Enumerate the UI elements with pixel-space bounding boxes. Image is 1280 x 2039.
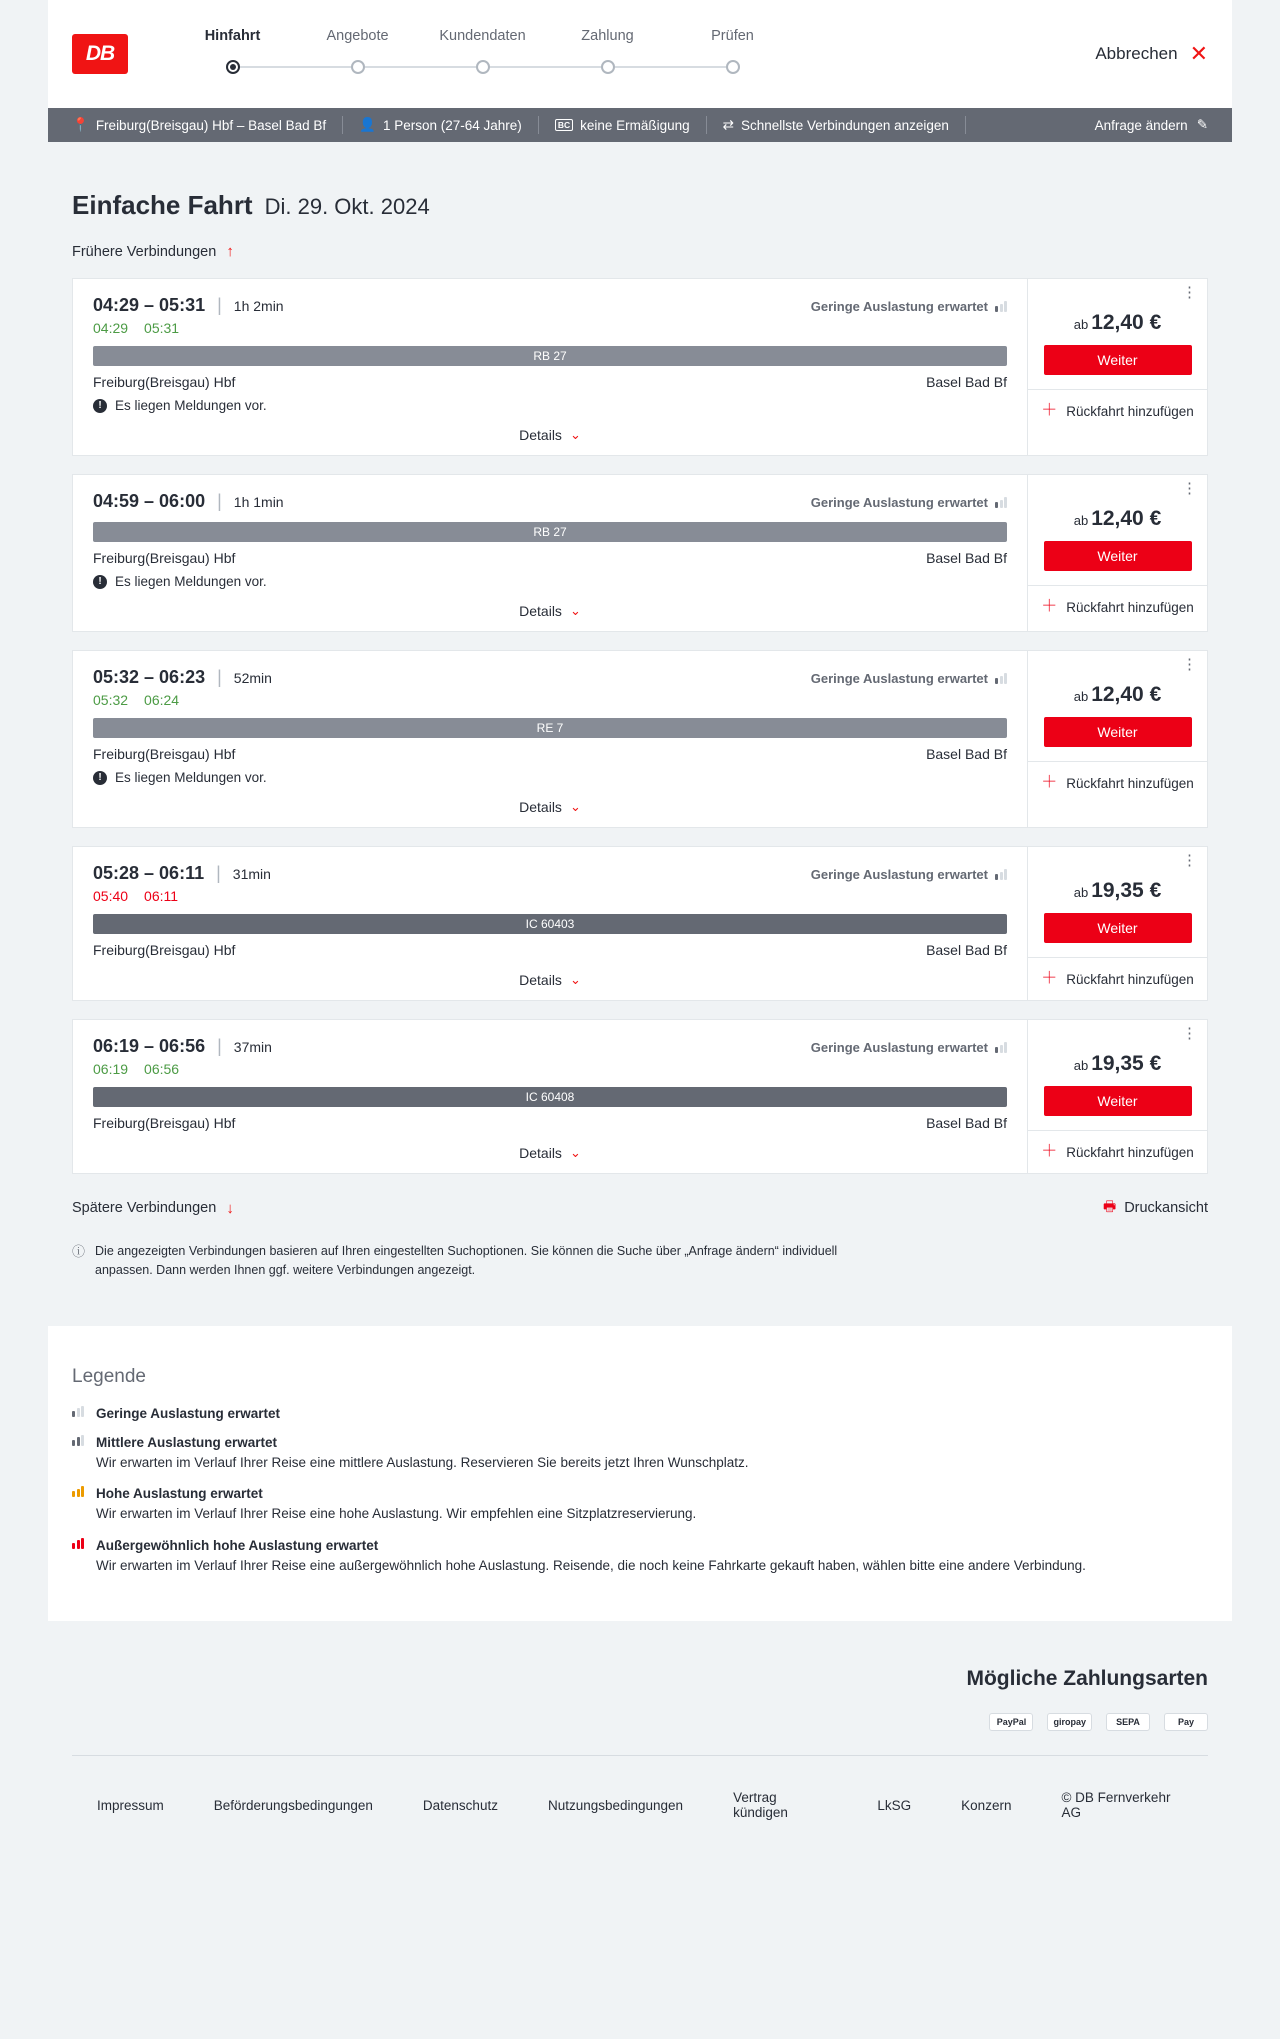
step-indicator xyxy=(545,56,670,80)
time-range: 04:29 – 05:31 xyxy=(93,295,206,315)
train-bar[interactable] xyxy=(93,1087,1007,1107)
actual-arrival: 05:31 xyxy=(144,320,180,336)
step-circle-icon xyxy=(351,60,365,74)
later-row xyxy=(72,1174,1208,1220)
time-separator: | xyxy=(217,491,222,511)
actual-arrival: 06:11 xyxy=(144,888,179,904)
connection-main xyxy=(73,651,1027,827)
origin-station: Freiburg(Breisgau) Hbf xyxy=(93,942,236,958)
connection-card[interactable] xyxy=(72,278,1208,456)
connection-side xyxy=(1027,279,1207,455)
step-indicator xyxy=(670,56,795,80)
plus-icon: ＋ xyxy=(1041,402,1058,419)
footer-links xyxy=(72,1755,1208,1880)
chevron-down-icon: ⌄ xyxy=(569,972,581,987)
origin-station: Freiburg(Breisgau) Hbf xyxy=(93,1115,236,1131)
legend-description: Wir erwarten im Verlauf Ihrer Reise eine mittlere Auslastung. Reservieren Sie bereits jetzt Ihren Wunschplatz. xyxy=(96,1454,749,1470)
results-content xyxy=(48,142,1232,1326)
plus-icon: ＋ xyxy=(1041,774,1058,791)
footer-link-lksg[interactable]: LkSG xyxy=(877,1797,912,1813)
price-prefix: ab xyxy=(1073,513,1089,528)
connection-times xyxy=(93,1036,1007,1057)
change-request-label: Anfrage ändern xyxy=(1094,117,1188,133)
plus-icon: ＋ xyxy=(1041,598,1058,615)
occupancy-icon xyxy=(995,1042,1007,1053)
summary-discount xyxy=(539,116,707,134)
origin-station: Freiburg(Breisgau) Hbf xyxy=(93,374,236,390)
stations xyxy=(93,550,1007,566)
continue-button[interactable]: Weiter xyxy=(1044,913,1192,943)
chevron-down-icon: ⌄ xyxy=(569,603,581,618)
legend-description: Wir erwarten im Verlauf Ihrer Reise eine hohe Auslastung. Wir empfehlen eine Sitzplatzreservierung. xyxy=(96,1506,697,1522)
chevron-down-icon: ⌄ xyxy=(569,799,581,814)
duration: 31min xyxy=(232,866,271,882)
details-toggle[interactable] xyxy=(93,589,1007,631)
continue-button[interactable]: Weiter xyxy=(1044,345,1192,375)
time-range: 05:28 – 06:11 xyxy=(93,863,205,883)
occupancy xyxy=(811,671,1007,686)
cancel-label: Abbrechen xyxy=(1095,44,1178,63)
details-label: Details xyxy=(519,427,562,443)
add-return-trip-label: Rückfahrt hinzufügen xyxy=(1066,599,1194,615)
step-circle-icon xyxy=(726,60,740,74)
stations xyxy=(93,746,1007,762)
train-label: RB 27 xyxy=(533,349,567,363)
train-bar[interactable] xyxy=(93,914,1007,934)
connection-main xyxy=(73,847,1027,1000)
footer-link-konzern[interactable]: Konzern xyxy=(961,1797,1012,1813)
actual-departure: 05:40 xyxy=(93,888,129,904)
actual-arrival: 06:56 xyxy=(144,1061,180,1077)
train-bar[interactable] xyxy=(93,522,1007,542)
more-options-icon[interactable]: ⋮ xyxy=(1182,656,1197,673)
occupancy xyxy=(811,299,1007,314)
duration: 1h 2min xyxy=(233,298,284,314)
destination-station: Basel Bad Bf xyxy=(926,374,1007,390)
occupancy-label: Geringe Auslastung erwartet xyxy=(810,1040,988,1055)
connection-card[interactable] xyxy=(72,650,1208,828)
actual-times xyxy=(93,888,1007,904)
add-return-trip-label: Rückfahrt hinzufügen xyxy=(1066,403,1194,419)
occupancy-icon xyxy=(72,1486,84,1497)
legend-item xyxy=(72,1486,1208,1524)
step-label: Angebote xyxy=(326,28,389,44)
continue-button[interactable]: Weiter xyxy=(1044,541,1192,571)
footer-link-impressum[interactable]: Impressum xyxy=(97,1797,164,1813)
connection-message[interactable] xyxy=(93,574,1007,589)
time-range: 05:32 – 06:23 xyxy=(93,667,206,687)
occupancy xyxy=(811,867,1007,882)
step-label: Zahlung xyxy=(581,28,634,44)
chevron-down-icon: ⌄ xyxy=(569,1145,581,1160)
price: ab 19,35 € xyxy=(1073,1052,1162,1075)
price: ab 12,40 € xyxy=(1073,683,1162,706)
stations xyxy=(93,942,1007,958)
page-footer xyxy=(48,1621,1232,1880)
connection-times xyxy=(93,863,1007,884)
step-angebote[interactable] xyxy=(295,28,420,80)
bahncard-icon: BC xyxy=(555,119,573,132)
summary-fastest-label: Schnellste Verbindungen anzeigen xyxy=(740,117,949,133)
search-info-note xyxy=(72,1220,862,1326)
connection-times xyxy=(93,667,1007,688)
pin-icon: 📍 xyxy=(72,117,89,132)
arrow-up-icon: ↑ xyxy=(226,243,234,260)
price-prefix: ab xyxy=(1073,1058,1089,1073)
search-info-text: Die angezeigten Verbindungen basieren auf Ihren eingestellten Suchoptionen. Sie können die Suche über „Anfrage ändern“ individuell anpassen. Dann werden Ihnen ggf. weitere Verbindungen angezeigt. xyxy=(95,1244,838,1277)
payment-sepa-icon: SEPA xyxy=(1106,1713,1150,1731)
page-title xyxy=(72,142,1208,221)
payment-paypal-icon: PayPal xyxy=(989,1713,1033,1731)
add-return-trip-label: Rückfahrt hinzufügen xyxy=(1066,971,1194,987)
legend-heading: Außergewöhnlich hohe Auslastung erwartet xyxy=(96,1537,379,1553)
price: ab 12,40 € xyxy=(1073,507,1162,530)
destination-station: Basel Bad Bf xyxy=(926,942,1007,958)
shuffle-icon: ⇄ xyxy=(722,117,734,132)
duration: 1h 1min xyxy=(233,494,284,510)
occupancy-label: Geringe Auslastung erwartet xyxy=(810,495,988,510)
origin-station: Freiburg(Breisgau) Hbf xyxy=(93,550,236,566)
destination-station: Basel Bad Bf xyxy=(926,1115,1007,1131)
occupancy-icon xyxy=(72,1406,84,1417)
add-return-trip-button[interactable] xyxy=(1028,1130,1207,1172)
footer-link-vertrag-kündigen[interactable]: Vertrag kündigen xyxy=(733,1790,788,1821)
summary-passengers-label: 1 Person (27-64 Jahre) xyxy=(382,117,522,133)
app-header xyxy=(48,0,1232,108)
legend-heading: Mittlere Auslastung erwartet xyxy=(96,1434,278,1450)
legend-heading: Geringe Auslastung erwartet xyxy=(96,1405,281,1421)
more-options-icon[interactable]: ⋮ xyxy=(1182,480,1197,497)
time-separator: | xyxy=(217,295,222,315)
actual-departure: 06:19 xyxy=(93,1061,129,1077)
legend-text xyxy=(96,1435,749,1473)
footer-link-datenschutz[interactable]: Datenschutz xyxy=(422,1797,498,1813)
occupancy-label: Geringe Auslastung erwartet xyxy=(810,299,988,314)
price: ab 19,35 € xyxy=(1073,879,1162,902)
legend-item xyxy=(72,1406,1208,1421)
step-connector xyxy=(483,66,608,68)
actual-arrival: 06:24 xyxy=(144,692,180,708)
destination-station: Basel Bad Bf xyxy=(926,550,1007,566)
duration: 52min xyxy=(233,670,272,686)
legend-text xyxy=(96,1486,696,1524)
connection-side xyxy=(1027,847,1207,1000)
train-label: RE 7 xyxy=(536,721,564,735)
legend-text xyxy=(96,1538,1086,1576)
price-prefix: ab xyxy=(1073,885,1089,900)
step-zahlung[interactable] xyxy=(545,28,670,80)
details-toggle[interactable] xyxy=(93,413,1007,455)
add-return-trip-button[interactable] xyxy=(1028,761,1207,803)
earlier-connections-button[interactable] xyxy=(72,243,1208,260)
page-title-date: Di. 29. Okt. 2024 xyxy=(264,194,430,219)
earlier-connections-label: Frühere Verbindungen xyxy=(72,243,217,260)
connection-main xyxy=(73,475,1027,631)
stations xyxy=(93,1115,1007,1131)
connection-card[interactable] xyxy=(72,474,1208,632)
more-options-icon[interactable]: ⋮ xyxy=(1182,1025,1197,1042)
origin-station: Freiburg(Breisgau) Hbf xyxy=(93,746,236,762)
step-indicator xyxy=(295,56,420,80)
connection-main xyxy=(73,1020,1027,1173)
details-toggle[interactable] xyxy=(93,958,1007,1000)
add-return-trip-button[interactable] xyxy=(1028,389,1207,431)
step-label: Kundendaten xyxy=(439,28,526,44)
payment-title: Mögliche Zahlungsarten xyxy=(966,1667,1208,1691)
details-label: Details xyxy=(519,603,562,619)
legend-item xyxy=(72,1538,1208,1576)
stations xyxy=(93,374,1007,390)
step-indicator xyxy=(420,56,545,80)
connection-card[interactable] xyxy=(72,846,1208,1001)
connection-message[interactable] xyxy=(93,398,1007,413)
legend-heading: Hohe Auslastung erwartet xyxy=(96,1486,263,1502)
step-connector xyxy=(233,66,358,68)
plus-icon: ＋ xyxy=(1041,970,1058,987)
legend-text xyxy=(96,1406,280,1421)
connection-card[interactable] xyxy=(72,1019,1208,1174)
connection-message-text: Es liegen Meldungen vor. xyxy=(115,770,267,785)
occupancy-icon xyxy=(72,1538,84,1549)
time-separator: | xyxy=(216,863,221,883)
occupancy-icon xyxy=(995,869,1007,880)
time-separator: | xyxy=(217,667,222,687)
connection-message-text: Es liegen Meldungen vor. xyxy=(115,574,267,589)
plus-icon: ＋ xyxy=(1041,1143,1058,1160)
connection-main xyxy=(73,279,1027,455)
payment-methods-section xyxy=(48,1621,1232,1755)
printer-icon: 🖶 xyxy=(1102,1198,1117,1214)
occupancy-icon xyxy=(72,1435,84,1446)
more-options-icon[interactable]: ⋮ xyxy=(1182,284,1197,301)
occupancy xyxy=(811,495,1007,510)
connection-side xyxy=(1027,1020,1207,1173)
change-request-button[interactable] xyxy=(1095,117,1216,133)
print-view-label: Druckansicht xyxy=(1124,1200,1208,1216)
actual-times xyxy=(93,320,1007,336)
step-circle-icon xyxy=(476,60,490,74)
time-separator: | xyxy=(217,1036,222,1056)
price-prefix: ab xyxy=(1073,317,1089,332)
details-label: Details xyxy=(519,972,562,988)
summary-route xyxy=(64,116,343,134)
time-range: 04:59 – 06:00 xyxy=(93,491,206,511)
step-kundendaten[interactable] xyxy=(420,28,545,80)
connection-times xyxy=(93,491,1007,512)
duration: 37min xyxy=(233,1039,272,1055)
step-hinfahrt[interactable] xyxy=(170,28,295,80)
add-return-trip-label: Rückfahrt hinzufügen xyxy=(1066,775,1194,791)
legend-item xyxy=(72,1435,1208,1473)
print-view-button[interactable] xyxy=(1103,1196,1208,1220)
summary-fastest[interactable] xyxy=(707,116,966,134)
connection-side xyxy=(1027,651,1207,827)
info-icon: ⓘ xyxy=(72,1244,86,1259)
step-label: Prüfen xyxy=(711,28,754,44)
step-circle-icon xyxy=(226,60,240,74)
close-icon[interactable]: ✕ xyxy=(1189,41,1208,66)
price: ab 12,40 € xyxy=(1073,311,1162,334)
summary-discount-label: keine Ermäßigung xyxy=(580,117,690,133)
connection-message-text: Es liegen Meldungen vor. xyxy=(115,398,267,413)
details-toggle[interactable] xyxy=(93,1131,1007,1173)
connection-list xyxy=(72,278,1208,1174)
arrow-down-icon: ↓ xyxy=(226,1199,234,1217)
step-connector xyxy=(608,66,733,68)
footer-link-nutzungsbedingungen[interactable]: Nutzungsbedingungen xyxy=(547,1797,684,1813)
add-return-trip-button[interactable] xyxy=(1028,585,1207,627)
alert-icon: ! xyxy=(93,399,107,413)
payment-pay-icon: Pay xyxy=(1164,1713,1208,1731)
actual-times xyxy=(93,692,1007,708)
more-options-icon[interactable]: ⋮ xyxy=(1182,852,1197,869)
step-connector xyxy=(358,66,483,68)
summary-route-label: Freiburg(Breisgau) Hbf – Basel Bad Bf xyxy=(95,117,327,133)
occupancy-label: Geringe Auslastung erwartet xyxy=(810,867,988,882)
occupancy xyxy=(811,1040,1007,1055)
step-prüfen[interactable] xyxy=(670,28,795,80)
step-indicator xyxy=(170,56,295,80)
occupancy-icon xyxy=(995,673,1007,684)
destination-station: Basel Bad Bf xyxy=(926,746,1007,762)
occupancy-label: Geringe Auslastung erwartet xyxy=(810,671,988,686)
train-bar[interactable] xyxy=(93,346,1007,366)
step-circle-icon xyxy=(601,60,615,74)
time-range: 06:19 – 06:56 xyxy=(93,1036,206,1056)
person-icon: 👤 xyxy=(359,117,376,132)
checkout-stepper xyxy=(170,28,795,80)
occupancy-icon xyxy=(995,301,1007,312)
train-label: RB 27 xyxy=(533,525,567,539)
cancel-button[interactable] xyxy=(1095,43,1208,65)
footer-link-beförderungsbedingungen[interactable]: Beförderungsbedingungen xyxy=(213,1797,373,1813)
db-logo-icon[interactable]: DB xyxy=(72,34,128,74)
chevron-down-icon: ⌄ xyxy=(569,427,581,442)
legend-description: Wir erwarten im Verlauf Ihrer Reise eine außergewöhnlich hohe Auslastung. Reisende, die noch keine Fahrkarte gekauft haben, wählen bitte eine andere Verbindung. xyxy=(96,1557,1086,1573)
legend-section xyxy=(48,1326,1232,1622)
details-label: Details xyxy=(519,799,562,815)
later-connections-label: Spätere Verbindungen xyxy=(72,1200,217,1216)
connection-message[interactable] xyxy=(93,770,1007,785)
continue-button[interactable]: Weiter xyxy=(1044,1086,1192,1116)
actual-departure: 05:32 xyxy=(93,692,129,708)
train-label: IC 60408 xyxy=(525,1090,575,1104)
payment-icons xyxy=(72,1713,1208,1731)
legend-title: Legende xyxy=(72,1365,146,1387)
search-summary-bar xyxy=(48,108,1232,142)
pencil-icon[interactable]: ✎ xyxy=(1196,117,1208,132)
add-return-trip-button[interactable] xyxy=(1028,957,1207,999)
actual-times xyxy=(93,1061,1007,1077)
price-prefix: ab xyxy=(1073,689,1089,704)
footer-copyright: © DB Fernverkehr AG xyxy=(1061,1790,1171,1821)
continue-button[interactable]: Weiter xyxy=(1044,717,1192,747)
actual-departure: 04:29 xyxy=(93,320,129,336)
legend-list xyxy=(72,1406,1208,1576)
payment-giropay-icon: giropay xyxy=(1047,1713,1092,1731)
details-toggle[interactable] xyxy=(93,785,1007,827)
connection-times xyxy=(93,295,1007,316)
add-return-trip-label: Rückfahrt hinzufügen xyxy=(1066,1144,1194,1160)
summary-passengers xyxy=(343,116,539,134)
step-label: Hinfahrt xyxy=(204,28,261,44)
page-title-main: Einfache Fahrt xyxy=(72,190,253,220)
alert-icon: ! xyxy=(93,771,107,785)
later-connections-button[interactable] xyxy=(72,1200,234,1217)
occupancy-icon xyxy=(995,497,1007,508)
train-bar[interactable] xyxy=(93,718,1007,738)
train-label: IC 60403 xyxy=(525,917,575,931)
connection-side xyxy=(1027,475,1207,631)
details-label: Details xyxy=(519,1145,562,1161)
alert-icon: ! xyxy=(93,575,107,589)
